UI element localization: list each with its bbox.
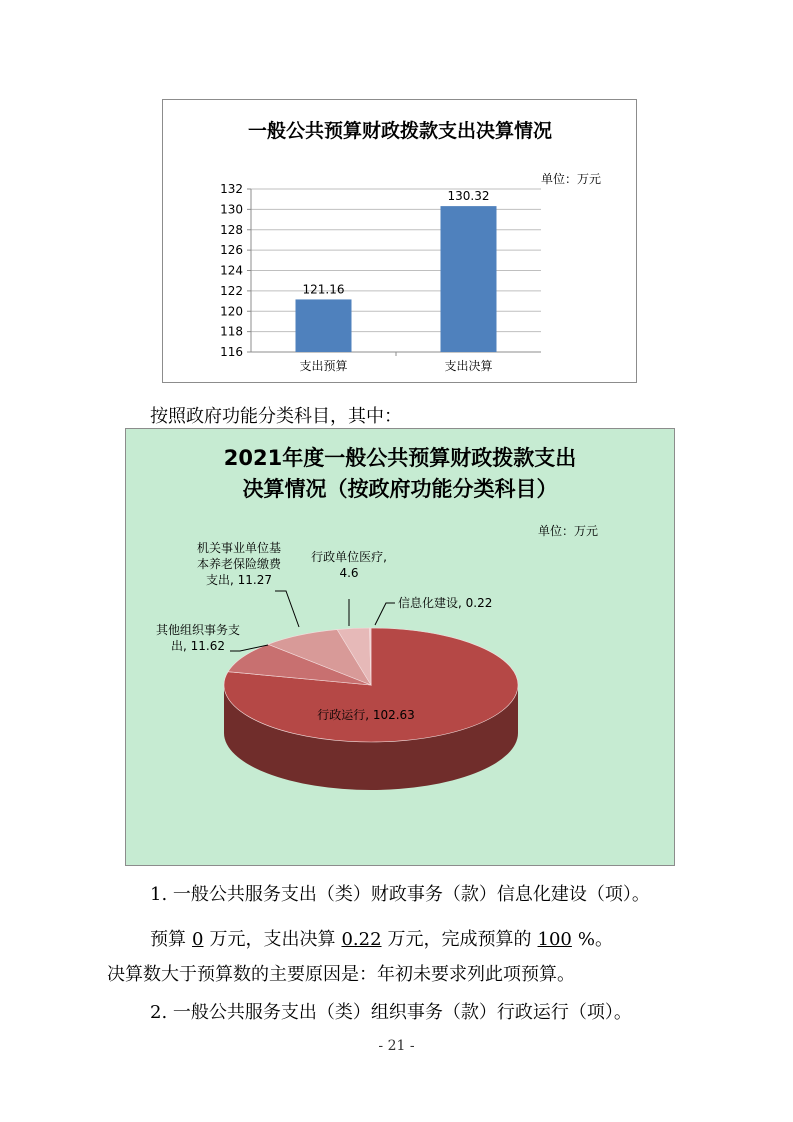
pie-slice-label: 4.6 — [339, 566, 359, 580]
bar-category-label: 支出决算 — [444, 359, 493, 373]
bar-ytick-label: 122 — [220, 283, 243, 298]
bar-ytick-label: 130 — [220, 202, 243, 217]
percent-suffix: %。 — [577, 929, 613, 950]
pie-slice-label: 行政单位医疗, — [311, 550, 387, 564]
pie-slice-label: 本养老保险缴费 — [196, 557, 282, 571]
pie-slice-label: 其他组织事务支 — [155, 623, 241, 637]
actual-value: 0.22 — [341, 929, 382, 950]
bar-ytick-label: 128 — [220, 222, 243, 237]
bar-chart-panel — [162, 99, 637, 383]
pie-chart-unit: 单位：万元 — [537, 524, 598, 538]
bar-ytick-label: 126 — [220, 243, 243, 258]
section1-reason: 决算数大于预算数的主要原因是：年初未要求列此项预算。 — [107, 964, 575, 985]
pie-slice-label: 信息化建设, 0.22 — [398, 596, 493, 610]
bar-ytick-label: 120 — [220, 304, 243, 319]
page-number: - 21 - — [378, 1038, 415, 1054]
bar-1 — [441, 206, 497, 352]
pie-slice-label: 行政运行, 102.63 — [317, 708, 415, 722]
bar-value-label: 130.32 — [447, 189, 490, 204]
bar-category-label: 支出预算 — [299, 359, 348, 373]
section2-heading: 2. 一般公共服务支出（类）组织事务（款）行政运行（项）。 — [150, 1002, 632, 1023]
budget-value: 0 — [192, 929, 204, 950]
actual-mid: 万元，完成预算的 — [387, 929, 532, 950]
section1-heading: 1. 一般公共服务支出（类）财政事务（款）信息化建设（项）。 — [150, 884, 650, 905]
intro-text: 按照政府功能分类科目，其中： — [150, 406, 402, 427]
pie-slice-label: 机关事业单位基 — [196, 541, 282, 555]
bar-ytick-label: 118 — [220, 324, 243, 339]
bar-ytick-label: 132 — [220, 182, 243, 196]
bar-chart-unit: 单位：万元 — [540, 172, 601, 186]
pie-slice-label: 出, 11.62 — [171, 639, 225, 653]
budget-mid: 万元，支出决算 — [209, 929, 336, 950]
pie-chart-title-line2: 决算情况（按政府功能分类科目） — [242, 477, 558, 501]
bar-chart — [163, 100, 636, 382]
percent-value: 100 — [537, 929, 572, 950]
pie-chart-title-line1: 2021年度一般公共预算财政拨款支出 — [223, 446, 577, 470]
pie-slice-label: 支出, 11.27 — [206, 573, 272, 587]
pie-leader-line — [275, 591, 299, 627]
pie-chart — [126, 429, 674, 865]
bar-ytick-label: 116 — [220, 345, 243, 359]
budget-prefix: 预算 — [150, 929, 186, 950]
bar-value-label: 121.16 — [302, 282, 345, 297]
pie-leader-line — [375, 603, 395, 625]
bar-chart-title: 一般公共预算财政拨款支出决算情况 — [247, 120, 553, 142]
bar-ytick-label: 124 — [220, 263, 243, 278]
section1-budget-line — [150, 925, 613, 951]
pie-chart-panel — [125, 428, 675, 866]
bar-0 — [296, 299, 352, 352]
